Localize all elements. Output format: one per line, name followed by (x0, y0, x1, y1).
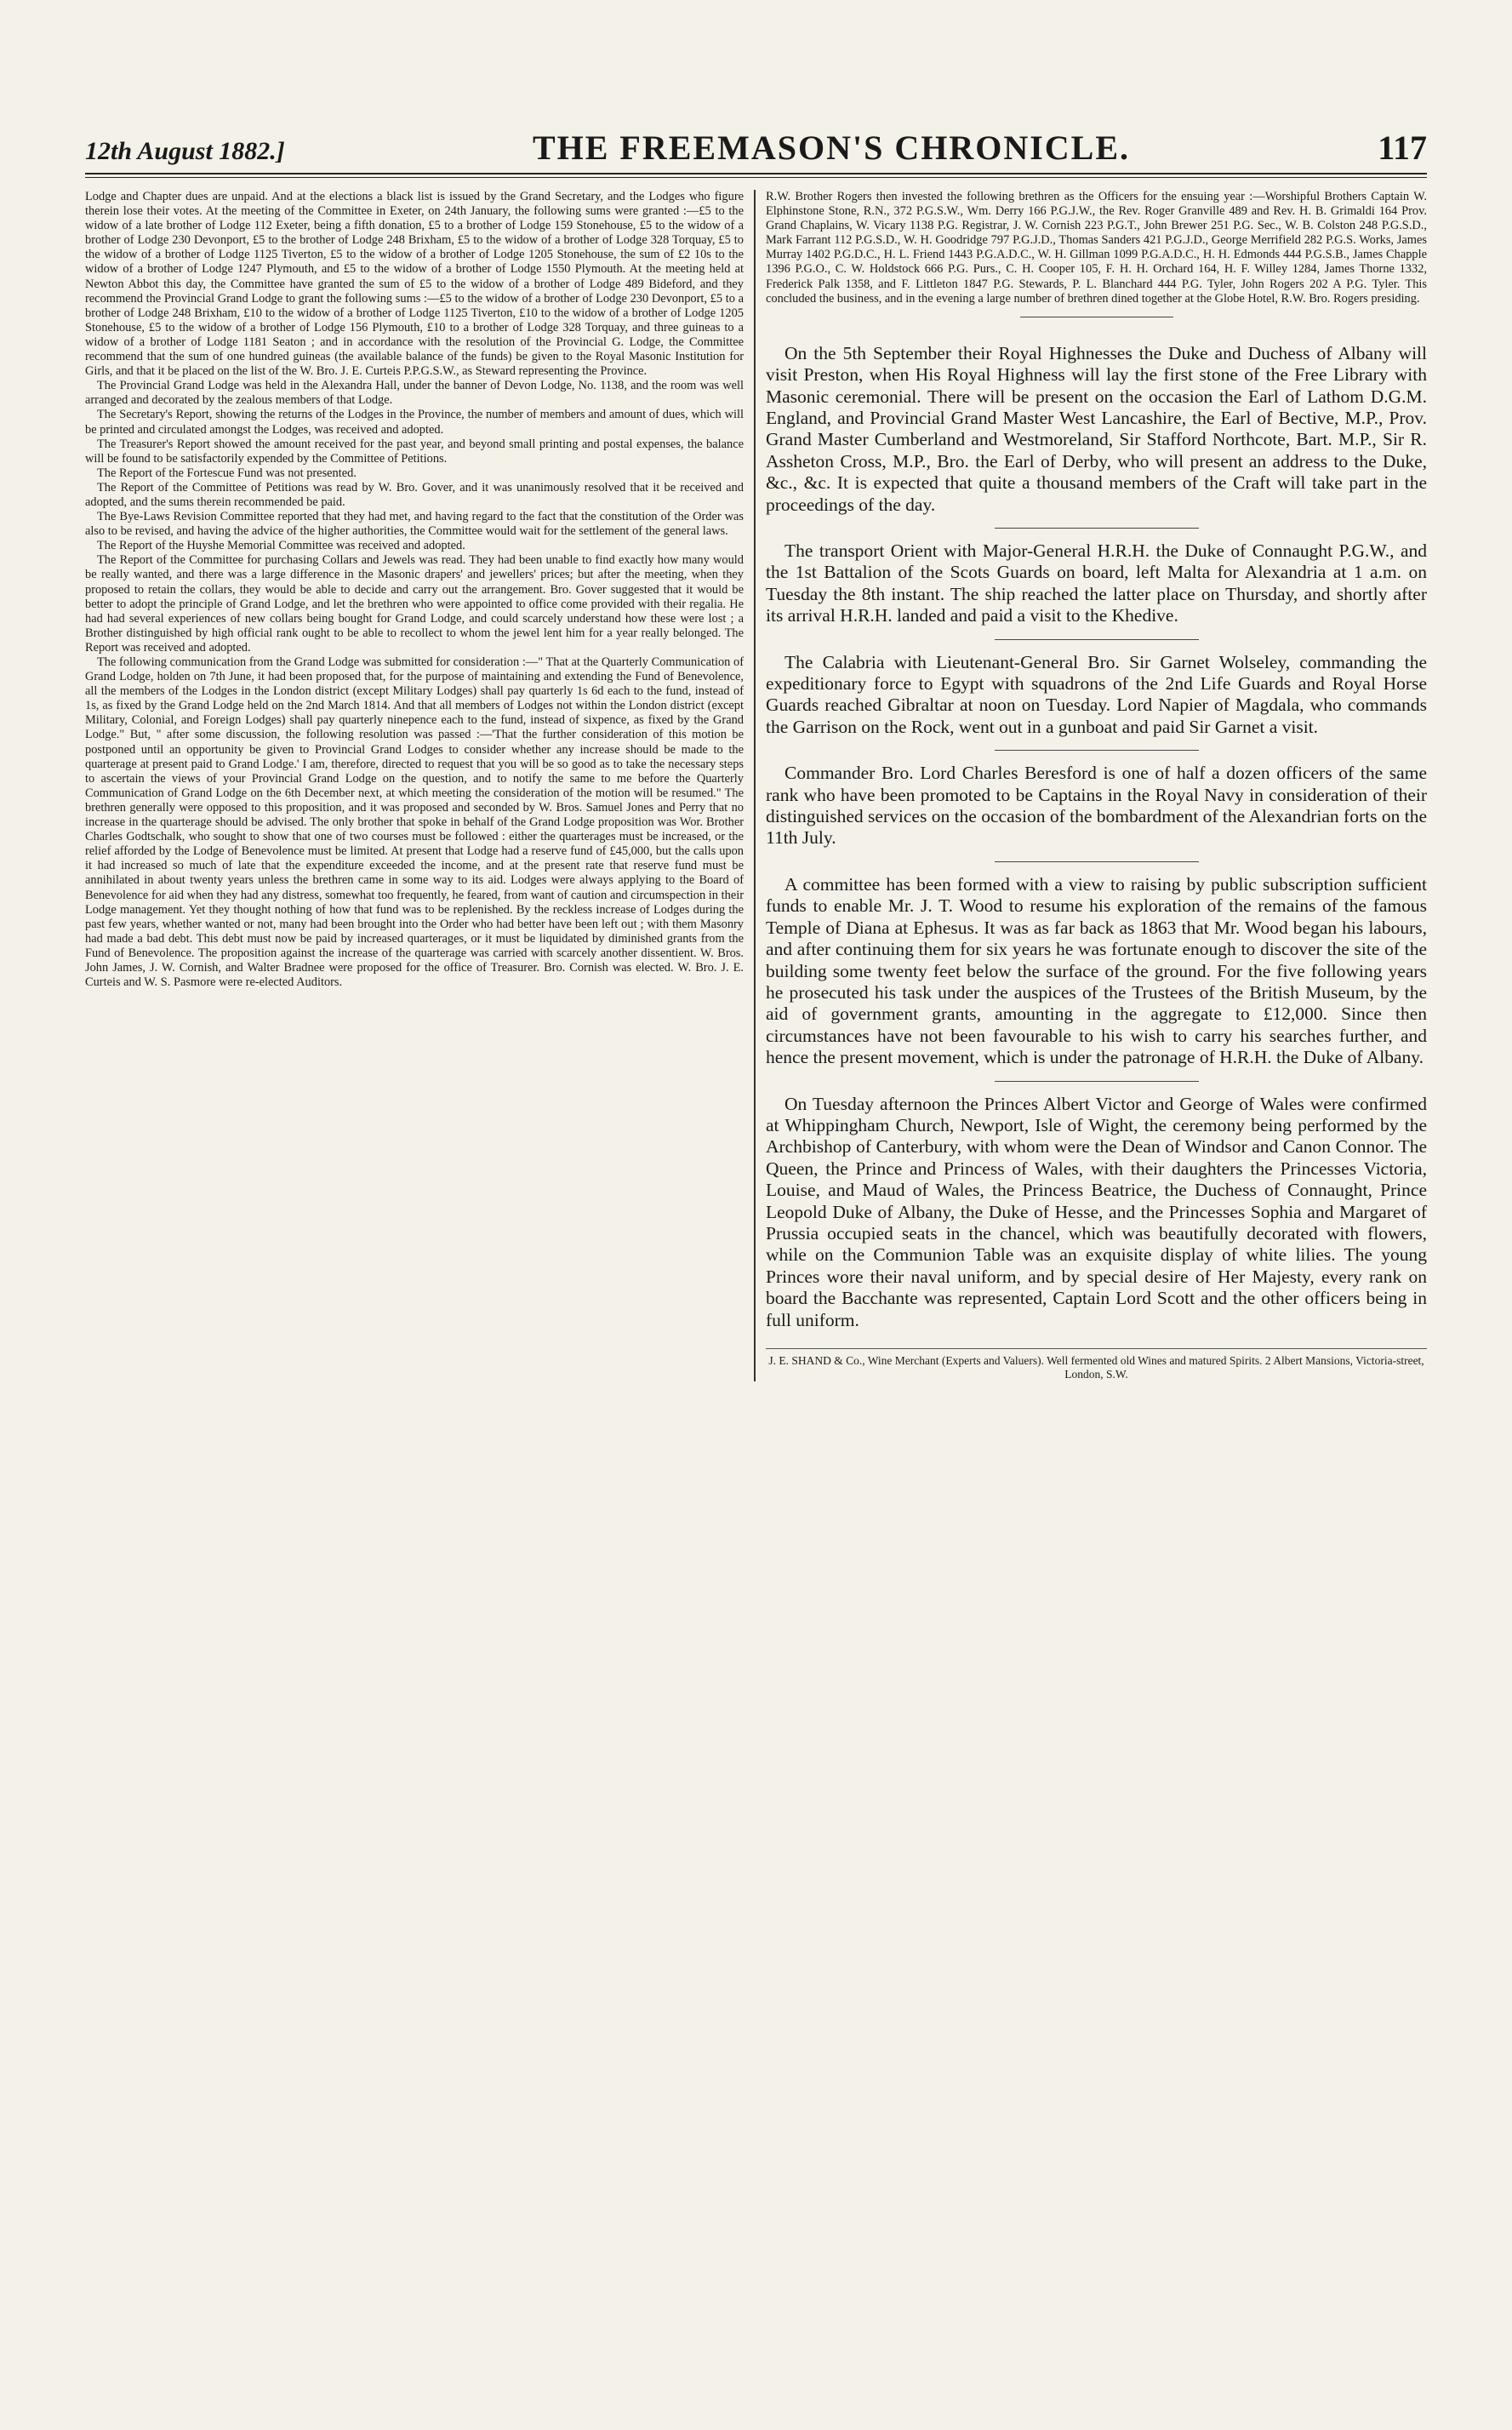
section-divider (995, 1081, 1199, 1082)
advertisement (766, 1348, 1427, 1381)
left-paragraph: The Report of the Huyshe Memorial Committee was received and adopted. (97, 539, 465, 553)
section-divider (995, 639, 1199, 640)
page-number: 117 (1378, 129, 1427, 167)
section-divider (995, 750, 1199, 751)
officers-paragraph: R.W. Brother Rogers then invested the following brethren as the Officers for the ensuing year :—Worshipful Brothers Captain W. Elphinstone Stone, R.N., 372 P.G.S.W., Wm. Derry 166 P.G.J.W., the Rev. Roger Granville 489 and Rev. H. B. Grimaldi 164 Prov. Grand Chaplains, W. Vicary 1138 P.G. Registrar, J. W. Cornish 223 P.G.T., John Brewer 251 P.G. Sec., W. B. Colston 248 P.G.S.D., Mark Farrant 112 P.G.S.D., W. H. Goodridge 797 P.G.J.D., Thomas Sanders 421 P.G.J.D., George Merrifield 282 P.G.S. Works, James Murray 1402 P.G.D.C., H. L. Friend 1443 P.G.A.D.C., W. H. Gillman 1099 P.G.A.D.C., H. H. Edmonds 444 P.G.S.B., James Chapple 1396 P.G.O., C. W. Holdstock 666 P.G. Purs., C. H. Cooper 105, F. H. H. Orchard 164, H. F. Willey 1284, James Thorne 1332, Frederick Palk 1358, and F. Littleton 1847 P.G. Stewards, P. L. Blanchard 444 P.G. Tyler, John Rogers 202 A P.G. Tyler. This concluded the business, and in the evening a large number of brethren dined together at the Globe Hotel, R.W. Bro. Rogers presiding. (766, 190, 1427, 306)
masthead (85, 128, 1427, 173)
left-paragraph: The Report of the Fortescue Fund was not presented. (97, 466, 357, 480)
section-divider (995, 861, 1199, 862)
news-items (766, 343, 1427, 1331)
news-paragraph-calabria: The Calabria with Lieutenant-General Bro. Sir Garnet Wolseley, commanding the expeditionary force to Egypt with squadrons of the 2nd Life Guards and Royal Horse Guards reached Gibraltar at noon on Tuesday. Lord Napier of Magdala, who commands the Garrison on the Rock, went out in a gunboat and paid Sir Garnet a visit. (766, 651, 1427, 737)
advertisement-text: J. E. SHAND & Co., Wine Merchant (Experts and Valuers). Well fermented old Wines and matured Spirits. 2 Albert Mansions, Victoria-street, London, S.W. (768, 1354, 1424, 1381)
officers-list (766, 190, 1427, 306)
columns (85, 190, 1427, 1381)
issue-date: 12th August 1882.] (85, 137, 285, 165)
news-paragraph-albany-preston: On the 5th September their Royal Highnesses the Duke and Duchess of Albany will visit Preston, when His Royal Highness will lay the first stone of the Free Library with Masonic ceremonial. There will be present on the occasion the Earl of Lathom D.G.M. England, and Provincial Grand Master West Lancashire, the Earl of Bective, M.P., Prov. Grand Master Cumberland and Westmoreland, Sir Stafford Northcote, Bart. M.P., Sir R. Assheton Cross, M.P., Bro. the Earl of Derby, who will present an address to the Duke, &c., &c. It is expected that quite a thousand members of the Craft will take part in the proceedings of the day. (766, 342, 1427, 515)
left-column (85, 190, 756, 1381)
left-paragraph: The Secretary's Report, showing the returns of the Lodges in the Province, the number of members and amount of dues, which will be printed and circulated amongst the Lodges, was received and adopted. (85, 408, 744, 437)
news-paragraph-ephesus: A committee has been formed with a view to raising by public subscription sufficient funds to enable Mr. J. T. Wood to resume his exploration of the remains of the famous Temple of Diana at Ephesus. It was as far back as 1863 that Mr. Wood began his labours, and after continuing them for six years he was fortunate enough to discover the site of the building some twenty feet below the surface of the ground. For the five following years he prosecuted his task under the auspices of the Trustees of the British Museum, by the aid of government grants, amounting in the aggregate to £12,000. Since then circumstances have not been favourable to his wish to carry his searches further, and hence the present movement, which is under the patronage of H.R.H. the Duke of Albany. (766, 873, 1427, 1068)
news-paragraph-beresford: Commander Bro. Lord Charles Beresford is one of half a dozen officers of the same rank who have been promoted to be Captains in the Royal Navy in consideration of their distinguished services on the occasion of the bombardment of the Alexandrian forts on the 11th July. (766, 763, 1427, 849)
left-paragraph: The Report of the Committee for purchasing Collars and Jewels was read. They had been unable to find exactly how many would be really wanted, and there was a large difference in the Masonic drapers' and jewellers' prices; but after the meeting, when they proposed to retain the collars, they would be able to decide and carry out the arrangement. Bro. Gover suggested that it would be better to adopt the principle of Grand Lodge, and let the brethren who were appointed to office come provided with their regalia. He had had several experiences of new collars being bought for Grand Lodge, and could scarcely understand how these were lost ; a Brother distinguished by high official rank ought to be able to recollect to whom the jewel lent him for a year really belonged. The Report was received and adopted. (85, 553, 744, 655)
left-paragraph: The Report of the Committee of Petitions was read by W. Bro. Gover, and it was unanimously resolved that it be received and adopted, and the sums therein recommended be paid. (85, 480, 744, 509)
right-column (756, 190, 1427, 1381)
left-paragraph: The following communication from the Grand Lodge was submitted for consideration :—" That at the Quarterly Communication of Grand Lodge, holden on 7th June, it had been proposed that, for the purpose of maintaining and extending the Fund of Benevolence, all the members of the Lodges in the London district (except Military Lodges) shall pay quarterly 1s 6d each to the fund, instead of 1s, as fixed by the Grand Lodge held on the 2nd March 1814. And that all members of Lodges not within the London district (except Military, Colonial, and Foreign Lodges) shall pay quarterly ninepence each to the fund, instead of sixpence, as fixed by the Grand Lodge." But, " after some discussion, the following resolution was passed :—'That the further consideration of this motion be postponed until an opportunity be given to Provincial Grand Lodges to consider whether any increase should be made to the quarterage at present paid to Grand Lodge.' I am, therefore, directed to request that you will be so good as to take the necessary steps to ascertain the views of your Provincial Grand Lodge on the question, and to notify the same to me before the Quarterly Communication of Grand Lodge on the 6th December next, at which meeting the consideration of the motion will be resumed." The brethren generally were opposed to this proposition, and it was proposed and seconded by W. Bros. Samuel Jones and Perry that no increase in the quarterage should be advised. The only brother that spoke in behalf of the Grand Lodge proposition was Wor. Brother Charles Godtschalk, who sought to show that one of two courses must be followed : either the quarterages must be increased, or the relief afforded by the Lodge of Benevolence must be limited. At present that Lodge had a reserve fund of £45,000, but the calls upon it had increased so much of late that the expenditure exceeded the income, and at the present rate that reserve fund must be annihilated in about twenty years unless the brethren came in some way to its aid. Lodges were always applying to the Board of Benevolence for aid when they had any distress, somewhat too frequently, he feared, from want of caution and circumspection in their Lodge management. Yet they thought nothing of how that fund was to be replenished. By the reckless increase of Lodges during the past few years, whether wanted or not, many had been brought into the Order who had better have been left out ; with them Masonry had made a bad debt. This debt must now be paid by increased quarterages, or it must be liquidated by diminished grants from the Fund of Benevolence. The proposition against the increase of the quarterage was carried with scarcely another dissentient. W. Bros. John James, J. W. Cornish, and Walter Bradnee were proposed for the office of Treasurer. Bro. Cornish was elected. W. Bro. J. E. Curteis and W. S. Pasmore were re-elected Auditors. (85, 655, 744, 990)
section-divider (995, 528, 1199, 529)
left-paragraph: Lodge and Chapter dues are unpaid. And at the elections a black list is issued by the Grand Secretary, and the Lodges who figure therein lose their votes. At the meeting of the Committee in Exeter, on 24th January, the following sums were granted :—£5 to the widow of a late brother of Lodge 112 Exeter, being a fifth donation, £5 to a brother of Lodge 159 Stonehouse, £5 to the widow of a brother of Lodge 230 Devonport, £5 to the brother of Lodge 248 Brixham, £5 to the widow of a brother of Lodge 328 Torquay, £5 to the widow of a brother of Lodge 1125 Tiverton, £5 to the widow of a brother of Lodge 1205 Stonehouse, the sum of £2 10s to the widow of a brother of Lodge 1247 Plymouth, and £5 to the widow of a brother of Lodge 1550 Plymouth. At the meeting held at Newton Abbot this day, the Committee have granted the sum of £5 to the widow of a brother of Lodge 489 Bideford, and they recommend the Provincial Grand Lodge to grant the following sums :—£5 to the widow of a brother of Lodge 230 Devonport, £5 to a brother of Lodge 248 Brixham, £10 to the widow of a brother of Lodge 1125 Tiverton, £10 to the widow of a brother of Lodge 1205 Stonehouse, £5 to the widow of a brother of Lodge 156 Plymouth, £10 to a brother of Lodge 328 Torquay, and three guineas to a widow of a brother of Lodge 1181 Seaton ; and in accordance with the resolution of the Provincial G. Lodge, the Committee recommend that the sum of one hundred guineas (the available balance of the funds) be given to the Royal Masonic Institution for Girls, and that it be placed on the list of the W. Bro. J. E. Curteis P.P.G.S.W., as Steward representing the Province. (85, 190, 744, 379)
left-paragraph: The Provincial Grand Lodge was held in the Alexandra Hall, under the banner of Devon Lodge, No. 1138, and the room was well arranged and decorated by the zealous members of that Lodge. (85, 379, 744, 408)
left-paragraph: The Bye-Laws Revision Committee reported that they had met, and having regard to the fact that the constitution of the Order was also to be revised, and having the advice of the higher authorities, the Committee would wait for the settlement of the general laws. (85, 510, 744, 539)
news-paragraph-confirmation: On Tuesday afternoon the Princes Albert Victor and George of Wales were confirmed at Whippingham Church, Newport, Isle of Wight, the ceremony being performed by the Archbishop of Canterbury, with whom were the Dean of Windsor and Canon Connor. The Queen, the Prince and Princess of Wales, with their daughters the Princesses Victoria, Louise, and Maud of Wales, the Princess Beatrice, the Duchess of Connaught, Prince Leopold Duke of Albany, the Duke of Hesse, and the Princesses Sophia and Margaret of Prussia occupied seats in the chancel, which was beautifully decorated with flowers, while on the Communion Table was an exquisite display of white lilies. The young Princes wore their naval uniform, and by special desire of Her Majesty, every rank on board the Bacchante was represented, Captain Lord Scott and the other officers being in full uniform. (766, 1093, 1427, 1330)
publication-title: THE FREEMASON'S CHRONICLE. (532, 129, 1131, 167)
news-paragraph-orient: The transport Orient with Major-General H.R.H. the Duke of Connaught P.G.W., and the 1st Battalion of the Scots Guards on board, left Malta for Alexandria at 1 a.m. on Tuesday the 8th instant. The ship reached the latter place on Thursday, and shortly after its arrival H.R.H. landed and paid a visit to the Khedive. (766, 540, 1427, 626)
header-rule (85, 173, 1427, 178)
left-paragraph: The Treasurer's Report showed the amount received for the past year, and beyond small printing and postal expenses, the balance will be found to be satisfactorily expended by the Committee of Petitions. (85, 437, 744, 466)
